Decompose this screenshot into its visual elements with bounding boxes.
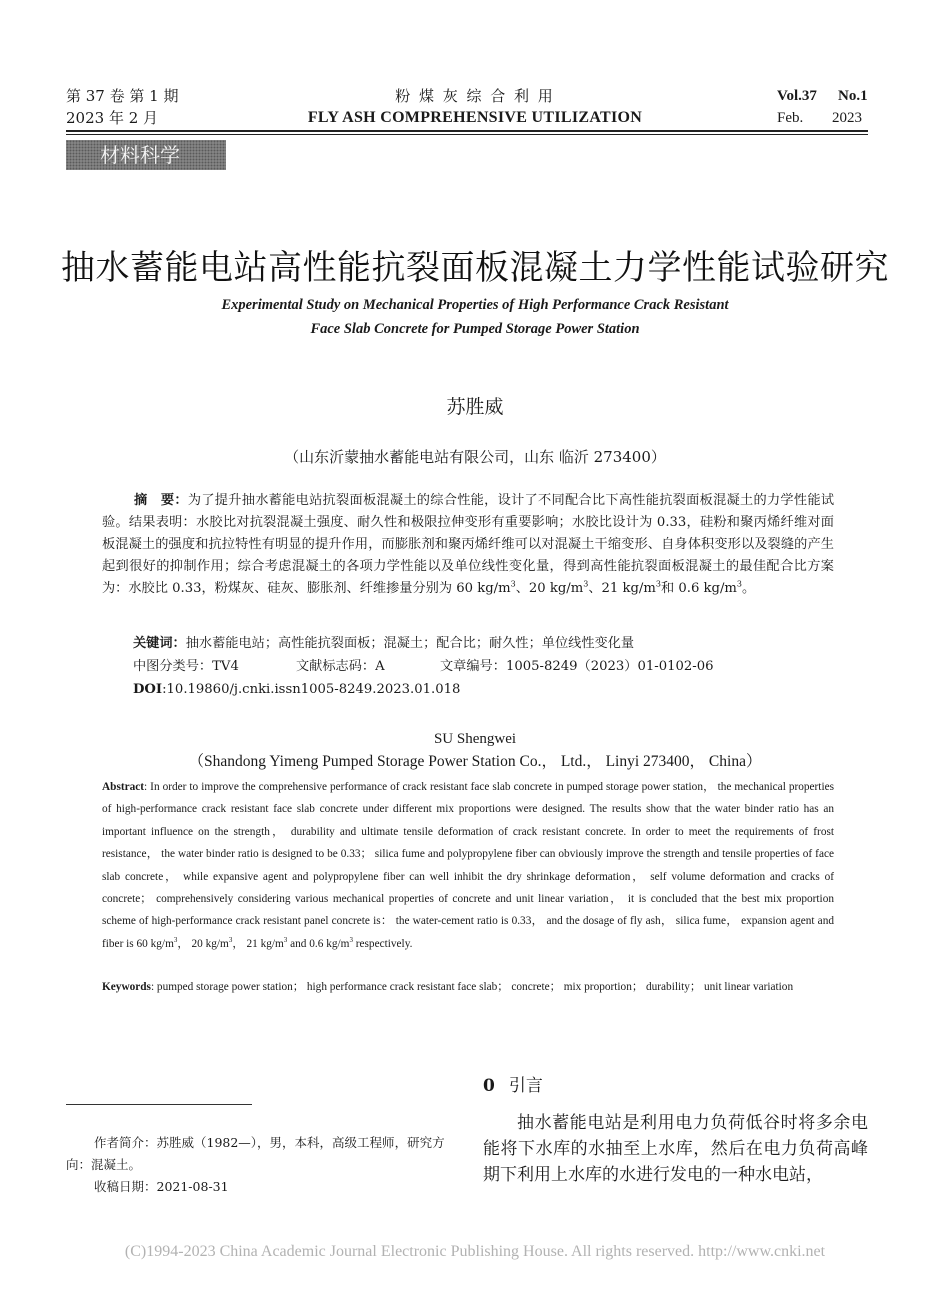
copyright-notice: (C)1994-2023 China Academic Journal Electronic Publishing House. All rights reserved. http://www.cnki.net	[124, 1243, 826, 1260]
unit-superscript: 3	[583, 579, 589, 589]
abstract-cn-dosage-4: 和 0.6 kg/m	[660, 581, 737, 597]
abstract-en-dosage-2: ， 20 kg/m	[177, 937, 229, 950]
abstract-cn-text: 为了提升抽水蓄能电站抗裂面板混凝土的综合性能，设计了不同配合比下高性能抗裂面板混凝土的力学性能试验。结果表明：水胶比对抗裂混凝土强度、耐久性和极限拉伸变形有重要影响；水胶比设计为 0.33，硅粉和聚丙烯纤维对面板混凝土的强度和抗拉特性有明显的提升作用，而膨胀剂和聚丙烯纤维可以对混凝土干缩变形、自身体积变形以及裂缝的产生起到很好的抑制作用；综合考虑混凝土的各项力学性能以及单位线性变化量，得到高性能抗裂面板混凝土的最佳配合比方案为：水胶比 0.33，粉煤灰、硅灰、膨胀剂、纤维掺量分别为 60 kg/m	[102, 493, 835, 597]
abstract-en-dosage-3: ， 21 kg/m	[232, 937, 284, 950]
doc-code-label: 文献标志码：	[296, 659, 376, 674]
unit-superscript: 3	[655, 579, 661, 589]
abstract-en	[102, 776, 834, 955]
keywords-en-text: : pumped storage power station； high performance crack resistant face slab； concrete； mix proportion； durability； unit linear variation	[150, 981, 794, 993]
header-date-cn: 2023 年 2 月	[66, 109, 159, 127]
affiliation-en: （Shandong Yimeng Pumped Storage Power Station Co.， Ltd.， Linyi 273400， China）	[188, 753, 762, 770]
doi-value: :10.19860/j.cnki.issn1005-8249.2023.01.018	[162, 682, 461, 697]
section-title: 引言	[508, 1076, 543, 1096]
doi-label: DOI	[133, 682, 163, 697]
header-journal-en: FLY ASH COMPREHENSIVE UTILIZATION	[307, 109, 643, 126]
header-year-en: 2023	[832, 110, 862, 126]
abstract-en-end: respectively.	[352, 937, 413, 950]
abstract-cn-end: 。	[742, 581, 756, 597]
author-cn: 苏胜威	[446, 396, 504, 418]
abstract-cn-label: 摘 要：	[134, 493, 188, 508]
clc-label: 中图分类号：	[133, 659, 213, 674]
header-month-en: Feb.	[777, 110, 804, 126]
unit-superscript: 3	[228, 936, 233, 945]
classification-article-number	[440, 656, 714, 678]
abstract-en-label: Abstract	[102, 781, 145, 793]
header-journal-cn: 粉 煤 灰 综 合 利 用	[395, 87, 555, 105]
header-volume-issue-cn: 第 37 卷 第 1 期	[66, 87, 179, 105]
abstract-en-text: : In order to improve the comprehensive performance of crack resistant face slab concrete in pumped storage power station， the mechanical properties of high-performance crack resistant face slab concrete under different mix proportions were designed. The results show that the water binder ratio has an important influence on the strength， durability and ultimate tensile deformation of crack resistant concrete. In order to meet the requirements of frost resistance， the water binder ratio is designed to be 0.33； silica fume and polypropylene fiber can obviously improve the strength and tensile properties of face slab concrete， while expansive agent and polypropylene fiber can well inhibit the dry shrinkage deformation， self volume deformation and cracks of concrete； comprehensively considering various mechanical properties of concrete and unit linear variation， it is concluded that the best mix proportion scheme of high-performance crack resistant panel concrete is： the water-cement ratio is 0.33， and the dosage of fly ash， silica fume， expansion agent and fiber is 60 kg/m	[102, 781, 834, 950]
section-number: 0	[483, 1076, 495, 1096]
footnote-rule	[66, 1104, 252, 1105]
title-en-line-2: Face Slab Concrete for Pumped Storage Power Station	[310, 321, 640, 337]
unit-superscript: 3	[510, 579, 516, 589]
unit-superscript: 3	[283, 936, 288, 945]
keywords-cn	[133, 633, 634, 655]
header-rule-thin	[66, 134, 868, 135]
affiliation-cn: （山东沂蒙抽水蓄能电站有限公司，山东 临沂 273400）	[284, 448, 666, 466]
title-en-line-1: Experimental Study on Mechanical Properties of High Performance Crack Resistant	[221, 297, 729, 313]
unit-superscript: 3	[736, 579, 743, 589]
abstract-en-dosage-4: and 0.6 kg/m	[287, 937, 350, 950]
section-heading	[483, 1074, 543, 1098]
doi	[133, 679, 460, 701]
classification-clc	[133, 656, 239, 678]
clc-value: TV4	[212, 659, 239, 674]
title-cn: 抽水蓄能电站高性能抗裂面板混凝土力学性能试验研究	[61, 248, 889, 288]
article-number-label: 文章编号：	[440, 659, 506, 674]
abstract-cn	[102, 490, 834, 600]
keywords-cn-label: 关键词：	[133, 636, 186, 651]
footnote-author-info: 作者简介：苏胜威（1982—），男，本科，高级工程师，研究方向：混凝土。	[66, 1135, 445, 1172]
classification-doc-code	[296, 656, 385, 678]
abstract-cn-dosage-2: 、20 kg/m	[515, 581, 584, 597]
body-paragraph: 抽水蓄能电站是利用电力负荷低谷时将多余电能将下水库的水抽至上水库，然后在电力负荷高峰期下利用上水库的水进行发电的一种水电站，	[483, 1113, 868, 1185]
author-en: SU Shengwei	[433, 731, 517, 747]
header-volume-en: Vol.37	[777, 88, 817, 104]
category-tag: 材料科学	[66, 140, 226, 170]
header-number-en: No.1	[838, 88, 868, 104]
footnote-received-date: 收稿日期：2021-08-31	[94, 1179, 229, 1194]
keywords-cn-text: 抽水蓄能电站；高性能抗裂面板；混凝土；配合比；耐久性；单位线性变化量	[185, 636, 635, 651]
doc-code-value: A	[375, 659, 385, 674]
unit-superscript: 3	[173, 936, 178, 945]
unit-superscript: 3	[349, 936, 353, 945]
keywords-en-label: Keywords	[102, 981, 151, 993]
article-number-value: 1005-8249（2023）01-0102-06	[505, 659, 714, 674]
keywords-en	[102, 976, 834, 998]
abstract-cn-dosage-3: 、21 kg/m	[588, 581, 656, 597]
header-rule-thick	[66, 130, 868, 132]
